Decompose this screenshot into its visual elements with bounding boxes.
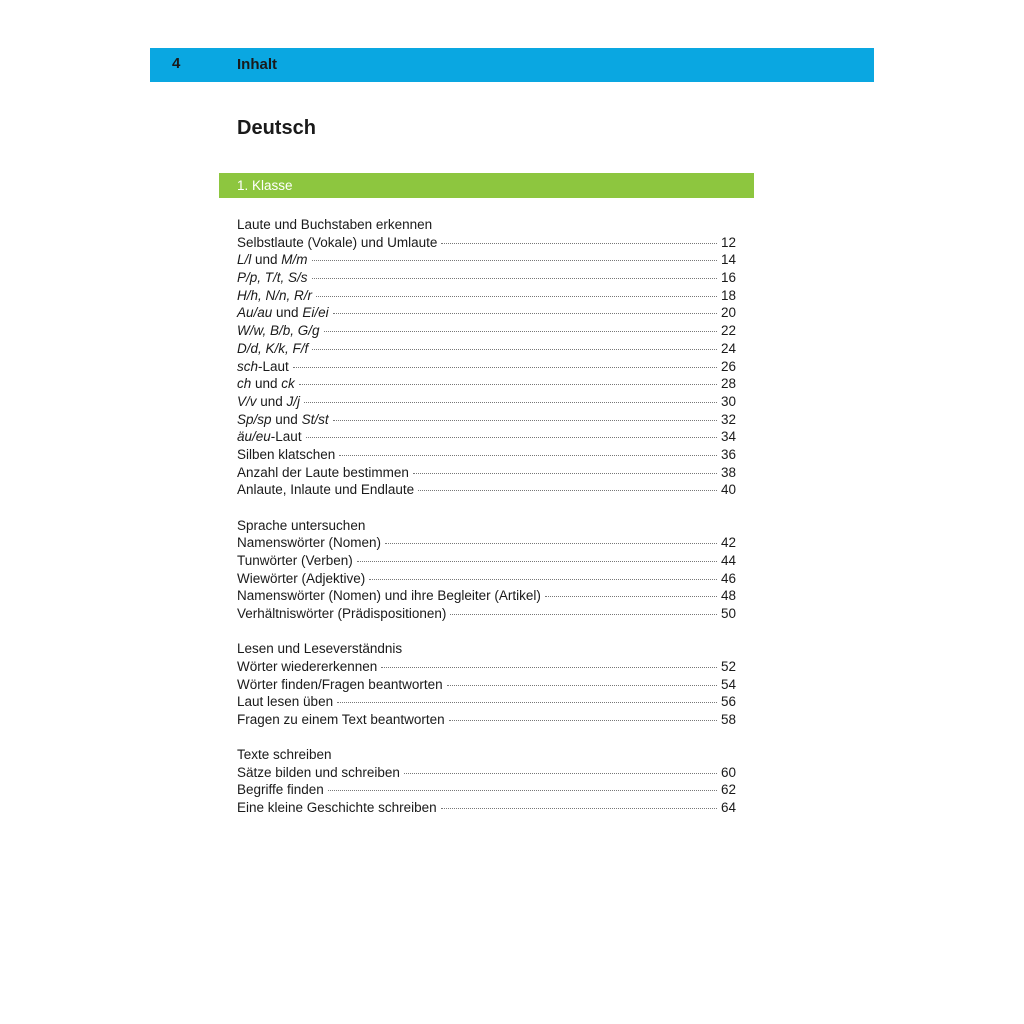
toc-entry-label: sch-Laut bbox=[237, 358, 289, 374]
dot-leader bbox=[447, 685, 717, 686]
toc-entry[interactable] bbox=[237, 287, 736, 305]
toc-entry-label: Anlaute, Inlaute und Endlaute bbox=[237, 482, 415, 498]
toc-entry-page: 58 bbox=[720, 711, 736, 727]
toc-entry[interactable] bbox=[237, 358, 736, 376]
dot-leader bbox=[299, 384, 717, 385]
toc-entry-label: Namenswörter (Nomen) bbox=[237, 535, 382, 551]
dot-leader bbox=[333, 313, 717, 314]
toc-section bbox=[237, 746, 736, 817]
toc-entry-page: 30 bbox=[720, 393, 736, 409]
dot-leader bbox=[306, 437, 717, 438]
dot-leader bbox=[385, 543, 717, 544]
dot-leader bbox=[293, 367, 717, 368]
dot-leader bbox=[418, 490, 717, 491]
dot-leader bbox=[328, 790, 717, 791]
dot-leader bbox=[381, 667, 717, 668]
toc-entry-label: Anzahl der Laute bestimmen bbox=[237, 464, 409, 480]
toc-entry[interactable] bbox=[237, 304, 736, 322]
toc-entry-label: Tunwörter (Verben) bbox=[237, 552, 353, 568]
toc-entry[interactable] bbox=[237, 534, 736, 552]
toc-entry[interactable] bbox=[237, 481, 736, 499]
toc-entry[interactable] bbox=[237, 764, 736, 782]
toc-entry[interactable] bbox=[237, 587, 736, 605]
toc-entry-page: 64 bbox=[720, 800, 736, 816]
toc-entry[interactable] bbox=[237, 411, 736, 429]
toc-entry-page: 44 bbox=[720, 552, 736, 568]
dot-leader bbox=[316, 296, 717, 297]
toc-section-heading: Laute und Buchstaben erkennen bbox=[237, 217, 433, 232]
toc-entry[interactable] bbox=[237, 340, 736, 358]
toc-entry-label: Laut lesen üben bbox=[237, 694, 334, 710]
toc-entry-label: W/w, B/b, G/g bbox=[237, 323, 320, 339]
dot-leader bbox=[324, 331, 717, 332]
toc-entry-label: Namenswörter (Nomen) und ihre Begleiter (Artikel) bbox=[237, 588, 541, 604]
toc-entry[interactable] bbox=[237, 693, 736, 711]
dot-leader bbox=[339, 455, 717, 456]
page-number: 4 bbox=[172, 55, 181, 72]
toc-entry-page: 22 bbox=[720, 323, 736, 339]
toc-entry[interactable] bbox=[237, 428, 736, 446]
toc-entry-page: 42 bbox=[720, 535, 736, 551]
dot-leader bbox=[312, 278, 717, 279]
toc-entry-page: 32 bbox=[720, 411, 736, 427]
toc-entry-label: Silben klatschen bbox=[237, 446, 336, 462]
toc-entry-page: 60 bbox=[720, 764, 736, 780]
toc-entry[interactable] bbox=[237, 251, 736, 269]
dot-leader bbox=[450, 614, 717, 615]
toc-section-heading: Sprache untersuchen bbox=[237, 517, 366, 533]
toc-entry-page: 14 bbox=[720, 252, 736, 268]
toc-section-heading: Lesen und Leseverständnis bbox=[237, 641, 403, 657]
class-bar bbox=[219, 173, 754, 198]
toc-entry-label: Au/au und Ei/ei bbox=[237, 305, 329, 321]
toc-entry-page: 16 bbox=[720, 270, 736, 286]
toc-entry[interactable] bbox=[237, 269, 736, 287]
toc-section bbox=[237, 640, 736, 728]
toc-entry-page: 50 bbox=[720, 605, 736, 621]
toc-section bbox=[237, 517, 736, 623]
toc-entry-label: äu/eu-Laut bbox=[237, 429, 302, 445]
toc-entry-page: 20 bbox=[720, 305, 736, 321]
header-title: Inhalt bbox=[237, 56, 277, 73]
toc-entry[interactable] bbox=[237, 676, 736, 694]
dot-leader bbox=[312, 260, 717, 261]
toc-entry-label: H/h, N/n, R/r bbox=[237, 287, 313, 303]
toc-entry[interactable] bbox=[237, 711, 736, 729]
toc-entry-label: V/v und J/j bbox=[237, 393, 301, 409]
toc-entry-label: Eine kleine Geschichte schreiben bbox=[237, 800, 437, 816]
toc-entry[interactable] bbox=[237, 234, 736, 252]
toc-entry[interactable] bbox=[237, 446, 736, 464]
toc-entry[interactable] bbox=[237, 393, 736, 411]
toc-entry-page: 62 bbox=[720, 782, 736, 798]
toc-entry[interactable] bbox=[237, 799, 736, 817]
toc-entry-page: 54 bbox=[720, 676, 736, 692]
toc-entry[interactable] bbox=[237, 322, 736, 340]
toc-entry-page: 28 bbox=[720, 376, 736, 392]
toc-entry[interactable] bbox=[237, 605, 736, 623]
dot-leader bbox=[304, 402, 717, 403]
header-bar bbox=[150, 48, 874, 82]
toc-entry-page: 26 bbox=[720, 358, 736, 374]
toc-entry-page: 40 bbox=[720, 482, 736, 498]
toc-entry-page: 38 bbox=[720, 464, 736, 480]
dot-leader bbox=[404, 773, 717, 774]
toc-section bbox=[237, 216, 736, 499]
toc-entry-label: ch und ck bbox=[237, 376, 295, 392]
dot-leader bbox=[441, 808, 717, 809]
toc-entry[interactable] bbox=[237, 552, 736, 570]
toc-entry-label: Sp/sp und St/st bbox=[237, 411, 329, 427]
toc-entry-page: 36 bbox=[720, 446, 736, 462]
toc-entry-page: 12 bbox=[720, 234, 736, 250]
toc-entry-page: 46 bbox=[720, 570, 736, 586]
toc-entry-label: Selbstlaute (Vokale) und Umlaute bbox=[237, 234, 438, 250]
toc-entry-page: 34 bbox=[720, 429, 736, 445]
toc-entry-label: L/l und M/m bbox=[237, 252, 308, 268]
toc-entry[interactable] bbox=[237, 375, 736, 393]
toc-entry-label: Begriffe finden bbox=[237, 782, 324, 798]
toc-entry-page: 24 bbox=[720, 340, 736, 356]
dot-leader bbox=[413, 473, 717, 474]
toc-entry-label: Wiewörter (Adjektive) bbox=[237, 570, 366, 586]
toc-section-heading: Texte schreiben bbox=[237, 747, 332, 763]
class-label: 1. Klasse bbox=[237, 178, 293, 193]
dot-leader bbox=[357, 561, 717, 562]
toc-entry-label: Fragen zu einem Text beantworten bbox=[237, 711, 445, 727]
dot-leader bbox=[337, 702, 717, 703]
dot-leader bbox=[449, 720, 717, 721]
toc-entry[interactable] bbox=[237, 464, 736, 482]
toc-entry-label: Sätze bilden und schreiben bbox=[237, 764, 400, 780]
toc-entry-page: 48 bbox=[720, 588, 736, 604]
table-of-contents bbox=[237, 216, 736, 834]
toc-entry-label: Wörter wiedererkennen bbox=[237, 658, 378, 674]
dot-leader bbox=[312, 349, 717, 350]
toc-entry[interactable] bbox=[237, 781, 736, 799]
subject-title: Deutsch bbox=[237, 117, 316, 139]
dot-leader bbox=[441, 243, 717, 244]
toc-entry-label: Verhältniswörter (Prädispositionen) bbox=[237, 605, 447, 621]
dot-leader bbox=[333, 420, 717, 421]
dot-leader bbox=[545, 596, 717, 597]
toc-entry[interactable] bbox=[237, 658, 736, 676]
toc-entry-label: D/d, K/k, F/f bbox=[237, 340, 309, 356]
toc-entry[interactable] bbox=[237, 570, 736, 588]
toc-entry-page: 18 bbox=[720, 287, 736, 303]
toc-entry-page: 52 bbox=[720, 658, 736, 674]
dot-leader bbox=[369, 579, 717, 580]
toc-entry-page: 56 bbox=[720, 694, 736, 710]
toc-entry-label: P/p, T/t, S/s bbox=[237, 270, 308, 286]
toc-entry-label: Wörter finden/Fragen beantworten bbox=[237, 676, 443, 692]
